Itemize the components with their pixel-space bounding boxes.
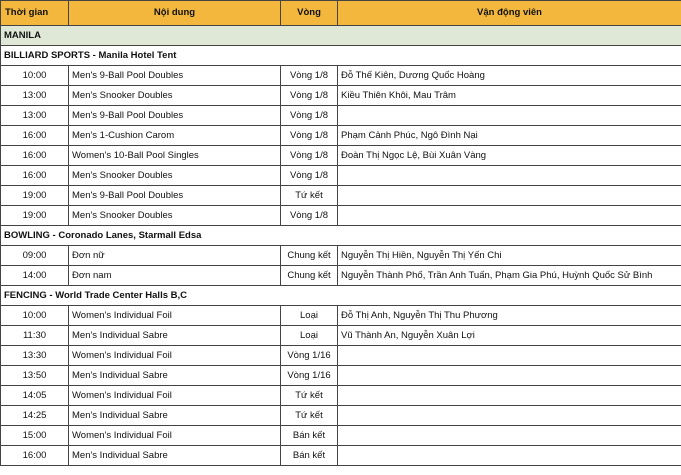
cell-round: Tứ kết [281, 186, 338, 206]
cell-time: 14:25 [1, 406, 69, 426]
cell-athletes [338, 346, 681, 366]
cell-event: Đơn nữ [69, 246, 281, 266]
table-row [1, 406, 681, 426]
header-content: Nội dung [69, 1, 281, 26]
table-row [1, 186, 681, 206]
sport-group-title: BILLIARD SPORTS - Manila Hotel Tent [1, 46, 681, 66]
cell-round: Vòng 1/16 [281, 346, 338, 366]
table-row [1, 206, 681, 226]
cell-event: Women's Individual Foil [69, 346, 281, 366]
cell-event: Men's 1-Cushion Carom [69, 126, 281, 146]
cell-time: 13:00 [1, 86, 69, 106]
cell-time: 15:00 [1, 426, 69, 446]
cell-event: Men's Individual Sabre [69, 446, 281, 466]
cell-time: 14:05 [1, 386, 69, 406]
cell-athletes: Nguyễn Thị Hiền, Nguyễn Thị Yến Chi [338, 246, 681, 266]
cell-time: 09:00 [1, 246, 69, 266]
cell-athletes [338, 366, 681, 386]
table-row [1, 266, 681, 286]
cell-event: Men's Individual Sabre [69, 366, 281, 386]
cell-round: Vòng 1/8 [281, 66, 338, 86]
cell-athletes: Phạm Cảnh Phúc, Ngô Đình Nại [338, 126, 681, 146]
table-row [1, 106, 681, 126]
cell-round: Vòng 1/8 [281, 146, 338, 166]
cell-event: Men's Individual Sabre [69, 326, 281, 346]
region-label: MANILA [1, 26, 681, 46]
cell-time: 19:00 [1, 186, 69, 206]
sport-group-row [1, 286, 681, 306]
cell-event: Men's 9-Ball Pool Doubles [69, 66, 281, 86]
cell-athletes: Kiều Thiên Khôi, Mau Trâm [338, 86, 681, 106]
cell-round: Vòng 1/16 [281, 366, 338, 386]
sport-group-row [1, 226, 681, 246]
sport-group-row [1, 46, 681, 66]
cell-time: 19:00 [1, 206, 69, 226]
table-row [1, 366, 681, 386]
cell-round: Vòng 1/8 [281, 166, 338, 186]
cell-event: Women's Individual Foil [69, 386, 281, 406]
cell-time: 13:50 [1, 366, 69, 386]
cell-athletes [338, 386, 681, 406]
table-row [1, 166, 681, 186]
cell-athletes: Vũ Thành An, Nguyễn Xuân Lợi [338, 326, 681, 346]
cell-event: Men's Snooker Doubles [69, 86, 281, 106]
cell-time: 16:00 [1, 446, 69, 466]
cell-athletes: Nguyễn Thành Phố, Trần Anh Tuấn, Phạm Gia Phú, Huỳnh Quốc Sử Bình [338, 266, 681, 286]
header-round: Vòng [281, 1, 338, 26]
cell-time: 16:00 [1, 126, 69, 146]
cell-athletes [338, 406, 681, 426]
sport-group-title: BOWLING - Coronado Lanes, Starmall Edsa [1, 226, 681, 246]
cell-round: Chung kết [281, 246, 338, 266]
cell-time: 13:00 [1, 106, 69, 126]
region-row [1, 26, 681, 46]
cell-round: Loại [281, 306, 338, 326]
cell-round: Chung kết [281, 266, 338, 286]
cell-round: Tứ kết [281, 406, 338, 426]
cell-event: Women's Individual Foil [69, 426, 281, 446]
table-row [1, 446, 681, 466]
cell-round: Bán kết [281, 446, 338, 466]
cell-round: Tứ kết [281, 386, 338, 406]
table-row [1, 306, 681, 326]
header-row [1, 1, 681, 26]
cell-time: 13:30 [1, 346, 69, 366]
cell-athletes: Đỗ Thế Kiên, Dương Quốc Hoàng [338, 66, 681, 86]
cell-time: 10:00 [1, 306, 69, 326]
table-row [1, 126, 681, 146]
sport-group-title: FENCING - World Trade Center Halls B,C [1, 286, 681, 306]
table-row [1, 326, 681, 346]
header-time: Thời gian [1, 1, 69, 26]
table-row [1, 86, 681, 106]
cell-time: 16:00 [1, 166, 69, 186]
cell-athletes [338, 166, 681, 186]
table-row [1, 246, 681, 266]
cell-round: Vòng 1/8 [281, 206, 338, 226]
cell-round: Vòng 1/8 [281, 106, 338, 126]
cell-round: Bán kết [281, 426, 338, 446]
schedule-body [1, 26, 681, 466]
cell-athletes [338, 446, 681, 466]
table-row [1, 426, 681, 446]
cell-round: Vòng 1/8 [281, 126, 338, 146]
cell-athletes: Đoàn Thị Ngọc Lệ, Bùi Xuân Vàng [338, 146, 681, 166]
cell-athletes: Đỗ Thị Anh, Nguyễn Thị Thu Phương [338, 306, 681, 326]
cell-athletes [338, 426, 681, 446]
cell-athletes [338, 106, 681, 126]
cell-event: Women's 10-Ball Pool Singles [69, 146, 281, 166]
table-row [1, 66, 681, 86]
cell-time: 10:00 [1, 66, 69, 86]
table-row [1, 346, 681, 366]
cell-time: 14:00 [1, 266, 69, 286]
cell-athletes [338, 206, 681, 226]
cell-event: Men's 9-Ball Pool Doubles [69, 186, 281, 206]
cell-event: Đơn nam [69, 266, 281, 286]
table-row [1, 146, 681, 166]
cell-time: 11:30 [1, 326, 69, 346]
cell-event: Men's 9-Ball Pool Doubles [69, 106, 281, 126]
cell-athletes [338, 186, 681, 206]
cell-round: Vòng 1/8 [281, 86, 338, 106]
table-row [1, 386, 681, 406]
header-athletes: Vận động viên [338, 1, 681, 26]
cell-event: Men's Snooker Doubles [69, 166, 281, 186]
cell-event: Men's Snooker Doubles [69, 206, 281, 226]
cell-event: Men's Individual Sabre [69, 406, 281, 426]
cell-time: 16:00 [1, 146, 69, 166]
cell-round: Loại [281, 326, 338, 346]
cell-event: Women's Individual Foil [69, 306, 281, 326]
